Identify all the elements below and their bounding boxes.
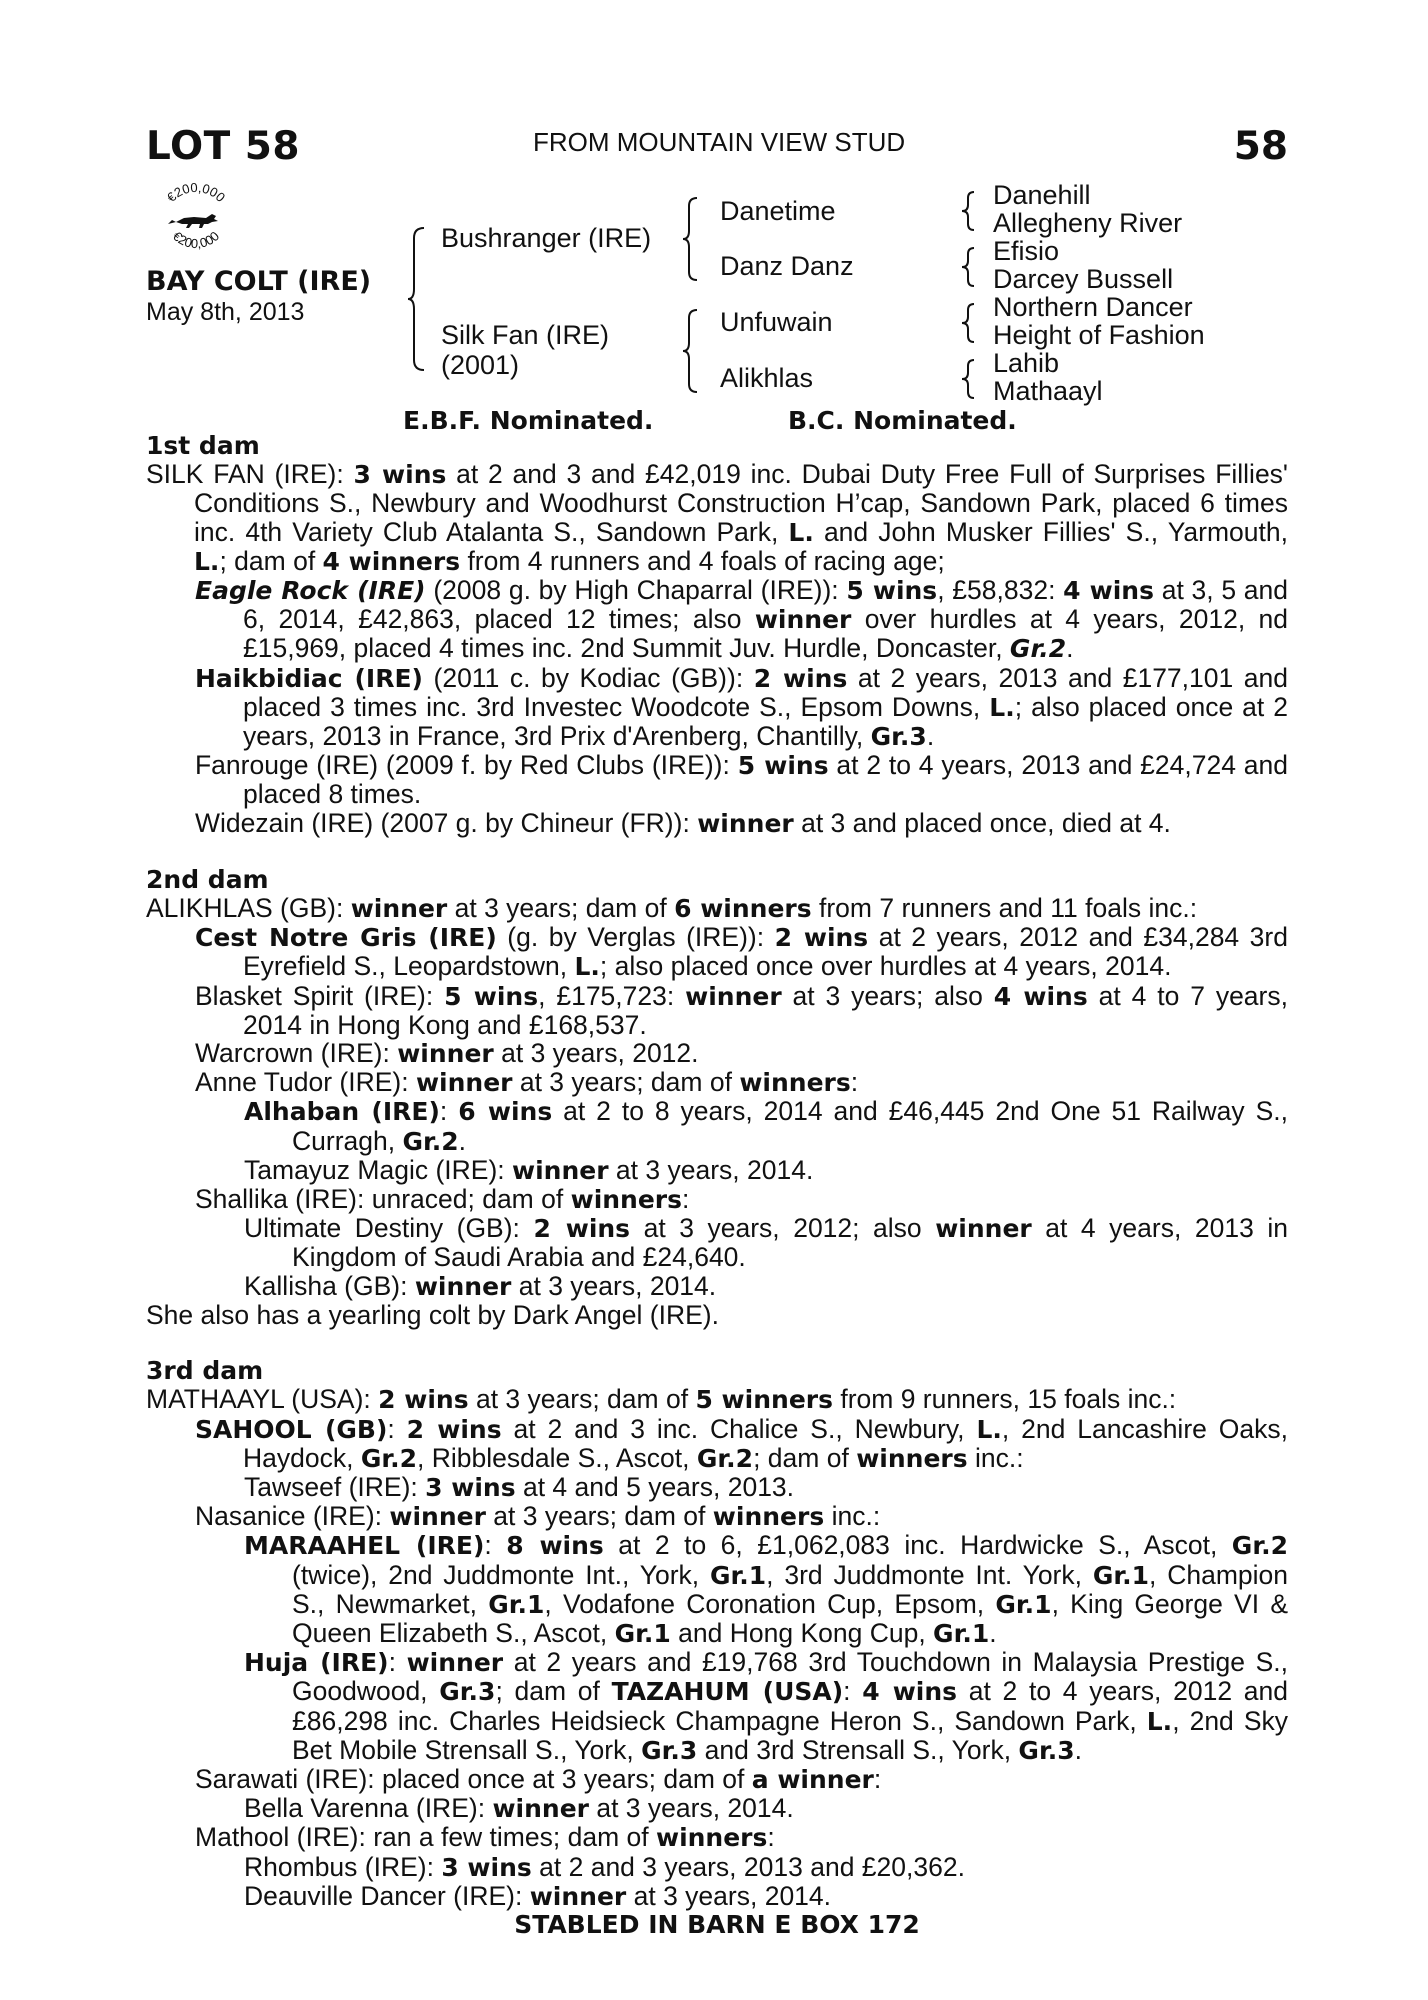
pedigree-brace-g1 (960, 190, 976, 232)
progeny-entry: Haikbidiac (IRE) (2011 c. by Kodiac (GB)): 2 wins at 2 years, 2013 and £177,101 and placed 3 times inc. 3rd Investec Woodcote S., Epsom Downs, L.; also placed once at 2 years, 2013 in France, 3rd Prix d'Arenberg, Chantilly, Gr.3. (195, 662, 1288, 752)
svg-text:€200,000 (164, 180, 228, 205)
pedigree-dam-dam: Alikhlas (720, 363, 814, 393)
badge-top-text: €200,000 (163, 179, 229, 205)
third-dam-entry: MATHAAYL (USA): 2 wins at 3 years; dam of 5 winners from 9 runners, 15 foals inc.: (146, 1384, 1177, 1415)
bc-nomination: B.C. Nominated. (788, 406, 1017, 435)
pedigree-dam-year: (2001) (441, 350, 520, 380)
grand-progeny-entry: Alhaban (IRE): 6 wins at 2 to 8 years, 2014 and £46,445 2nd One 51 Railway S., Curragh, Gr.2. (244, 1096, 1288, 1156)
grand-progeny-entry: Ultimate Destiny (GB): 2 wins at 3 years, 2012; also winner at 4 years, 2013 in Kingdom of Saudi Arabia and £24,640. (244, 1213, 1288, 1273)
progeny-entry: Nasanice (IRE): winner at 3 years; dam of winners inc.: (195, 1501, 881, 1532)
progeny-entry: Blasket Spirit (IRE): 5 wins, £175,723: winner at 3 years; also 4 wins at 4 to 7 years, 2014 in Hong Kong and £168,537. (195, 980, 1288, 1040)
grand-progeny-entry: Huja (IRE): winner at 2 years and £19,768 3rd Touchdown in Malaysia Prestige S., Goodwood, Gr.3; dam of TAZAHUM (USA): 4 wins at 2 to 4 years, 2012 and £86,298 inc. Charles Heidsieck Champagne Heron S., Sandown Park, L., 2nd Sky Bet Mobile Strensall S., York, Gr.3 and 3rd Strensall S., York, Gr.3. (244, 1647, 1288, 1765)
progeny-entry: Anne Tudor (IRE): winner at 3 years; dam of winners: (195, 1067, 859, 1098)
horse-description: BAY COLT (IRE) (146, 266, 372, 297)
grand-progeny-entry: MARAAHEL (IRE): 8 wins at 2 to 6, £1,062,083 inc. Hardwicke S., Ascot, Gr.2 (twice), 2nd Juddmonte Int., York, Gr.1, 3rd Juddmonte Int. York, Gr.1, Champion S., Newmarket, Gr.1, Vodafone Coronation Cup, Epsom, Gr.1, King George VI & Queen Elizabeth S., Ascot, Gr.1 and Hong Kong Cup, Gr.1. (244, 1530, 1288, 1648)
pedigree-g5: Northern Dancer (993, 292, 1193, 322)
pedigree-g6: Height of Fashion (993, 320, 1205, 350)
grand-progeny-entry: Bella Varenna (IRE): winner at 3 years, 2014. (244, 1793, 794, 1824)
second-dam-entry: ALIKHLAS (GB): winner at 3 years; dam of 6 winners from 7 runners and 11 foals inc.: (146, 893, 1198, 924)
lot-number: 58 (1233, 124, 1288, 169)
pedigree-brace-g2 (960, 246, 976, 288)
pedigree-g2: Allegheny River (993, 208, 1183, 238)
vendor: FROM MOUNTAIN VIEW STUD (533, 127, 906, 157)
badge-bottom-text: €200,000 (169, 228, 223, 252)
pedigree-brace-sire (681, 196, 699, 282)
progeny-entry: Eagle Rock (IRE) (2008 g. by High Chaparral (IRE)): 5 wins, £58,832: 4 wins at 3, 5 and 6, 2014, £42,863, placed 12 times; also winner over hurdles at 4 years, 2012, nd £15,969, placed 4 times inc. 2nd Summit Juv. Hurdle, Doncaster, Gr.2. (195, 575, 1289, 664)
pedigree-brace-main (406, 226, 426, 372)
grand-progeny-entry: Rhombus (IRE): 3 wins at 2 and 3 years, 2013 and £20,362. (244, 1851, 965, 1882)
first-dam-entry: SILK FAN (IRE): 3 wins at 2 and 3 and £42,019 inc. Dubai Duty Free Full of Surprises Fillies' Conditions S., Newbury and Woodhurst Construction H’cap, Sandown Park, placed 6 times inc. 4th Variety Club Atalanta S., Sandown Park, L. and John Musker Fillies' S., Yarmouth, L.; dam of 4 winners from 4 runners and 4 foals of racing age; (146, 459, 1288, 576)
catalogue-body (146, 432, 1288, 1939)
stabling-note: STABLED IN BARN E BOX 172 (514, 1909, 920, 1939)
pedigree-brace-g4 (960, 358, 976, 400)
value-badge-logo (154, 178, 238, 262)
grand-progeny-entry: Tamayuz Magic (IRE): winner at 3 years, 2014. (244, 1154, 814, 1185)
pedigree-brace-g3 (960, 302, 976, 344)
progeny-entry: Sarawati (IRE): placed once at 3 years; dam of a winner: (195, 1763, 882, 1794)
pedigree-sire: Bushranger (IRE) (441, 223, 652, 253)
grand-progeny-entry: Deauville Dancer (IRE): winner at 3 years, 2014. (244, 1880, 832, 1911)
pedigree-g4: Darcey Bussell (993, 264, 1174, 294)
pedigree-g1: Danehill (993, 180, 1091, 210)
ebf-nomination: E.B.F. Nominated. (403, 406, 654, 435)
third-dam-heading: 3rd dam (146, 1356, 264, 1386)
grand-progeny-entry: Kallisha (GB): winner at 3 years, 2014. (244, 1270, 717, 1301)
pedigree-dam-sire: Unfuwain (720, 307, 833, 337)
first-dam-heading: 1st dam (146, 431, 260, 460)
progeny-entry: Fanrouge (IRE) (2009 f. by Red Clubs (IRE)): 5 wins at 2 to 4 years, 2013 and £24,724 and placed 8 times. (195, 750, 1288, 810)
pedigree-g7: Lahib (993, 348, 1060, 378)
pedigree-g3: Efisio (993, 236, 1060, 266)
pedigree-brace-dam (681, 308, 699, 394)
yearling-note: She also has a yearling colt by Dark Angel (IRE). (146, 1299, 719, 1330)
foaling-date: May 8th, 2013 (146, 298, 305, 326)
progeny-entry: SAHOOL (GB): 2 wins at 2 and 3 inc. Chalice S., Newbury, L., 2nd Lancashire Oaks, Haydock, Gr.2, Ribblesdale S., Ascot, Gr.2; dam of winners inc.: (195, 1413, 1288, 1473)
grand-progeny-entry: Tawseef (IRE): 3 wins at 4 and 5 years, 2013. (244, 1471, 795, 1502)
progeny-entry: Mathool (IRE): ran a few times; dam of winners: (195, 1822, 775, 1853)
lot-title: LOT 58 (146, 124, 301, 169)
fox-icon (168, 214, 218, 228)
pedigree-sire-sire: Danetime (720, 196, 836, 226)
pedigree-sire-dam: Danz Danz (720, 251, 854, 281)
progeny-entry: Cest Notre Gris (IRE) (g. by Verglas (IRE)): 2 wins at 2 years, 2012 and £34,284 3rd Eyrefield S., Leopardstown, L.; also placed once over hurdles at 4 years, 2014. (195, 922, 1288, 982)
progeny-entry: Shallika (IRE): unraced; dam of winners: (195, 1184, 690, 1215)
second-dam-heading: 2nd dam (146, 864, 269, 894)
pedigree-g8: Mathaayl (993, 376, 1103, 406)
svg-text:€200,000 (170, 228, 222, 251)
pedigree-dam: Silk Fan (IRE) (441, 320, 610, 350)
progeny-entry: Widezain (IRE) (2007 g. by Chineur (FR)): winner at 3 and placed once, died at 4. (195, 807, 1171, 838)
progeny-entry: Warcrown (IRE): winner at 3 years, 2012. (195, 1038, 699, 1069)
